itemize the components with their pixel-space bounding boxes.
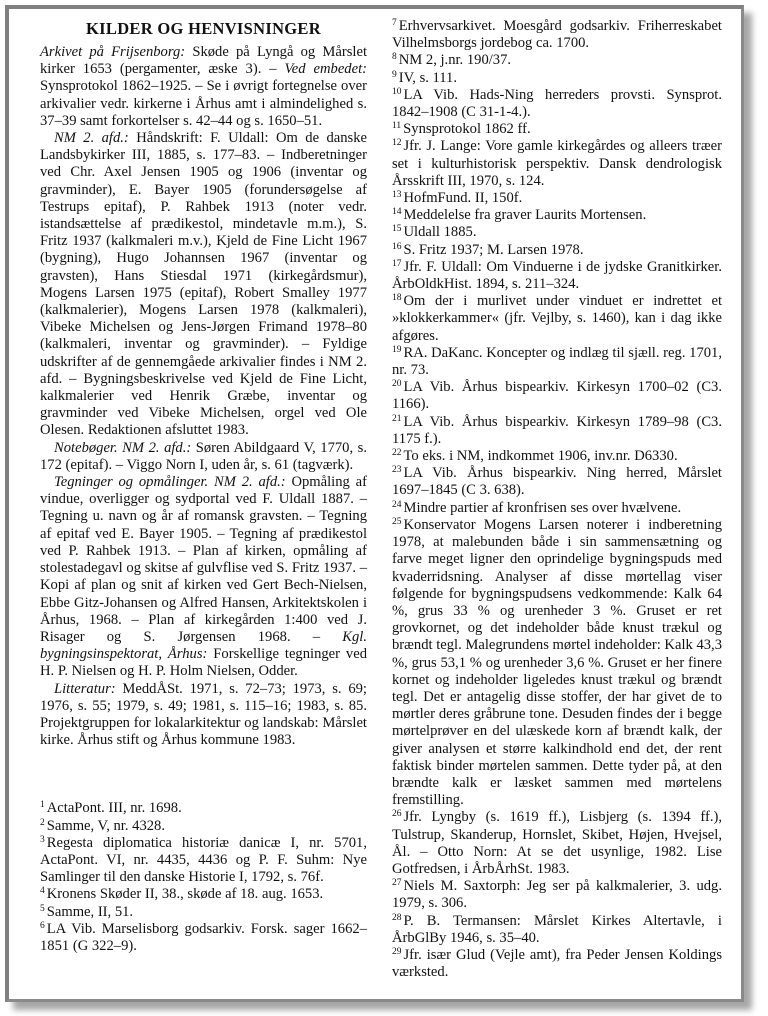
footnote-text: IV, s. 111.: [398, 69, 457, 86]
source-label: Arkivet på Frijsenborg:: [40, 44, 186, 60]
footnote-number: 4: [40, 886, 45, 897]
footnote-number: 23: [392, 465, 402, 476]
footnote-text: LA Vib. Hads-Ning herreders provsti. Synsprot. 1842–1908 (C 31-1-4.).: [392, 86, 722, 121]
footnote-number: 15: [392, 224, 402, 235]
footnote: [392, 18, 722, 52]
footnote-text: Mindre partier af kronfrisen ses over hvælvene.: [403, 499, 682, 516]
footnote-number: 18: [392, 293, 402, 304]
footnote: [392, 465, 722, 499]
footnote: [392, 52, 722, 69]
footnote-number: 28: [392, 912, 402, 923]
footnote-number: 12: [392, 138, 402, 149]
footnote-number: 17: [392, 258, 402, 269]
footnote-text: Meddelelse fra graver Laurits Mortensen.: [403, 207, 647, 224]
source-text: MeddÅSt. 1971, s. 72–73; 1973, s. 69; 1976, s. 55; 1979, s. 49; 1981, s. 115–16; 1983, s. 85. Projektgruppen for lokalarkitektur og landskab: Mårslet kirke. Århus stift og Århus kommune 1983.: [40, 680, 367, 749]
footnote-text: Synsprotokol 1862 ff.: [403, 121, 531, 138]
footnote-text: P. B. Termansen: Mårslet Kirkes Altertavle, i ÅrbGlBy 1946, s. 35–40.: [392, 912, 722, 946]
footnote: [392, 293, 722, 345]
footnote: [40, 800, 367, 817]
footnote-number: 1: [40, 800, 45, 811]
footnote-number: 5: [40, 903, 45, 914]
footnote: [392, 379, 722, 413]
footnote: [392, 500, 722, 517]
footnotes-left: [40, 800, 367, 955]
footnote-number: 24: [392, 499, 402, 510]
footnote-number: 14: [392, 207, 402, 218]
source-paragraph: [40, 440, 367, 474]
footnote: [392, 259, 722, 293]
footnote-number: 6: [40, 920, 45, 931]
footnote: [392, 947, 722, 981]
source-text: Søren Abildgaard V, 1770, s. 172 (epitaf). – Viggo Norn I, uden år, s. 61 (tagværk).: [40, 439, 367, 473]
footnote-number: 7: [392, 18, 397, 28]
source-label: Ved embedet:: [284, 61, 367, 78]
footnote: [392, 878, 722, 912]
footnote-separator: [40, 749, 367, 800]
footnote-text: Jfr. Lyngby (s. 1619 ff.), Lisbjerg (s. 1394 ff.), Tulstrup, Skanderup, Hornslet, Skibet, Højen, Hvejsel, Ål. – Otto Norn: At se det usynlige, 1982. Lise Gotfredsen, i ÅrbÅrhSt. 1983.: [392, 809, 722, 877]
footnote-number: 13: [392, 190, 402, 201]
footnote-number: 3: [40, 834, 45, 845]
footnote-number: 22: [392, 448, 402, 459]
footnote-text: Niels M. Saxtorph: Jeg ser på kalkmalerier, 3. udg. 1979, s. 306.: [392, 878, 722, 912]
source-text: Synsprotokol 1862–1925. – Se i øvrigt fortegnelse over arkivalier vedr. kirkerne i Århus amt i almindelighed s. 37–39 samt forkortelser s. 42–44 og s. 1650–51.: [40, 78, 367, 129]
source-text: Håndskrift: F. Uldall: Om de danske Landsbykirker III, 1885, s. 177–83. – Indberetninger ved Chr. Axel Jensen 1905 og 1906 (inventar og gravminder), E. Bayer 1905 (forundersøgelse af Testrups epitaf), P. Rahbek 1913 (noter vedr. istandsættelse af prædikestol, mindetavle m.m.), S. Fritz 1937 (kalkmaleri m.v.), Kjeld de Fine Licht 1967 (bygning), Hugo Johannsen 1967 (inventar og gravsten), Hans Stiesdal 1971 (kirkegårdsmur), Mogens Larsen 1975 (epitaf), Robert Smalley 1977 (kalkmalerier), Mogens Larsen 1978 (kalkmaleri), Vibeke Michelsen og Jens-Jørgen Frimand 1978–80 (kalkmaleri, inventar og gravminder). – Fyldige udskrifter af de gennemgåede arkivalier findes i NM 2. afd. – Bygningsbeskrivelse ved Kjeld de Fine Licht, kalkmalerier ved Henrik Græbe, inventar og gravminder ved Vibeke Michelsen, orgel ved Ole Olesen. Redaktionen afsluttet 1983.: [40, 130, 367, 439]
footnote-text: LA Vib. Århus bispearkiv. Kirkesyn 1700–02 (C3. 1166).: [392, 379, 722, 413]
footnote-text: HofmFund. II, 150f.: [403, 190, 523, 207]
footnote-number: 19: [392, 344, 402, 355]
footnote: [40, 886, 367, 903]
footnote: [40, 818, 367, 835]
footnote-number: 10: [392, 86, 402, 97]
footnote-text: LA Vib. Århus bispearkiv. Ning herred, Mårslet 1697–1845 (C 3. 638).: [392, 465, 722, 499]
footnote: [392, 70, 722, 87]
footnote-text: Konservator Mogens Larsen noterer i indberetning 1978, at malebunden både i sin sammensætning og farve meget ligner den oprindelige bygningspuds med kvaderridsning. Analyser af disse mørtellag viser følgende for bygningspudsens vedkommende: Kalk 64 %, grus 33 % og urenheder 3 %. Gruset er ret grovkornet, og det indeholder både knust trækul og brændt tegl. Malegrundens mørtel indeholder: Kalk 43,3 %, grus 53,1 % og urenheder 3,6 %. Gruset er her finere kornet og indeholder ligeledes knust trækul og brændt tegl. Det er antagelig disse stoffer, der har givet de to mørtler deres gråbrune tone. Desuden findes der i begge mørtelprøver en del ulæskede korn af brændt kalk, der giver analysen et større kalkindhold end det, der rent faktisk binder mørtelen sammen. Dette tyder på, at den brændte kalk er læsket sammen med mørtelens fremstilling.: [392, 516, 722, 809]
sources-list: [40, 44, 367, 749]
footnote: [40, 904, 367, 921]
page-frame: [5, 5, 744, 1002]
footnote: [392, 190, 722, 207]
footnote-number: 9: [392, 69, 397, 80]
footnote: [392, 414, 722, 448]
footnote-text: Kronens Skøder II, 38., skøde af 18. aug. 1653.: [46, 886, 324, 903]
footnote-text: Samme, II, 51.: [46, 903, 134, 920]
footnotes-right: [392, 18, 722, 981]
footnote: [392, 87, 722, 121]
source-text: Opmåling af vindue, overligger og sydportal ved F. Uldall 1887. – Tegning u. navn og år af romansk gravsten. – Tegning af epitaf ved E. Bayer 1905. – Tegning af prædikestol ved P. Rahbek 1913. – Plan af kirken, opmåling af stolestadegavl og skitse af gulvflise ved S. Fritz 1937. – Kopi af plan og snit af kirken ved Gert Bech-Nielsen, Ebbe Gitz-Johansen og Alfred Hansen, Arkitektskolen i Århus, 1968. – Plan af kirkegården 1:400 ved J. Risager og S. Jørgensen 1968. –: [40, 474, 367, 645]
footnote-text: RA. DaKanc. Koncepter og indlæg til sjæll. reg. 1701, nr. 73.: [392, 344, 722, 379]
footnote-number: 25: [392, 516, 402, 527]
footnote-text: LA Vib. Marselisborg godsarkiv. Forsk. sager 1662–1851 (G 322–9).: [40, 920, 367, 954]
footnote-text: Erhvervsarkivet. Moesgård godsarkiv. Friherreskabet Vilhelmsborgs jordebog ca. 1700.: [392, 18, 722, 52]
footnote-text: LA Vib. Århus bispearkiv. Kirkesyn 1789–98 (C3. 1175 f.).: [392, 413, 722, 447]
footnote: [40, 835, 367, 887]
source-label: Kgl. bygningsinspektorat, Århus:: [40, 628, 367, 663]
footnote-text: Regesta diplomatica historiæ danicæ I, nr. 5701, ActaPont. VI, nr. 4435, 4436 og P. F. Suhm: Nye Samlinger til den danske Historie I, 1792, s. 76f.: [40, 834, 367, 886]
footnote-text: Jfr. F. Uldall: Om Vinduerne i de jydske Granitkirker. ÅrbOldkHist. 1894, s. 211–324.: [392, 258, 722, 293]
footnote-number: 11: [392, 121, 402, 132]
footnote: [40, 921, 367, 955]
footnote: [392, 138, 722, 190]
source-paragraph: [40, 44, 367, 130]
footnote-text: To eks. i NM, indkommet 1906, inv.nr. D6330.: [403, 448, 678, 465]
source-label: NM 2. afd.:: [54, 130, 129, 147]
footnote: [392, 242, 722, 259]
footnote-text: Jfr. J. Lange: Vore gamle kirkegårdes og alleers træer set i kulturhistorisk perspektiv. Dansk dendrologisk Årsskrift III, 1970, s. 124.: [392, 138, 722, 189]
footnote-text: ActaPont. III, nr. 1698.: [46, 800, 182, 817]
footnote: [392, 345, 722, 379]
right-column: [392, 18, 722, 981]
footnote: [392, 121, 722, 138]
footnote-number: 2: [40, 817, 45, 828]
left-column: [40, 18, 367, 955]
footnote-number: 16: [392, 241, 402, 252]
footnote-number: 29: [392, 946, 402, 957]
footnote-text: Uldall 1885.: [403, 224, 477, 241]
source-label: Tegninger og opmålinger. NM 2. afd.:: [54, 474, 286, 491]
source-paragraph: [40, 130, 367, 440]
section-heading: KILDER OG HENVISNINGER: [86, 19, 321, 38]
footnote-number: 20: [392, 379, 402, 390]
footnote: [392, 207, 722, 224]
footnote: [392, 809, 722, 878]
footnote: [392, 517, 722, 809]
source-text: Skøde på Lyngå og Mårslet kirker 1653 (pergamenter, æske 3). –: [40, 44, 367, 78]
footnote-number: 26: [392, 809, 402, 820]
footnote: [392, 224, 722, 241]
source-text: Forskellige tegninger ved H. P. Nielsen og H. P. Holm Nielsen, Odder.: [40, 646, 367, 680]
source-label: Litteratur:: [54, 680, 116, 697]
footnote-number: 8: [392, 52, 397, 63]
footnote: [392, 913, 722, 947]
footnote-text: S. Fritz 1937; M. Larsen 1978.: [403, 241, 584, 258]
footnote-text: Samme, V, nr. 4328.: [46, 817, 165, 834]
source-paragraph: [40, 474, 367, 680]
footnote-number: 27: [392, 878, 402, 889]
footnote-text: Om der i murlivet under vinduet er indrettet et »klokkerkammer« (jfr. Vejlby, s. 1460), kan i dag ikke afgøres.: [392, 293, 722, 344]
source-paragraph: [40, 681, 367, 750]
source-label: Notebøger. NM 2. afd.:: [54, 439, 192, 456]
footnote-number: 21: [392, 413, 402, 424]
footnote-text: NM 2, j.nr. 190/37.: [398, 52, 512, 69]
footnote: [392, 448, 722, 465]
footnote-text: Jfr. især Glud (Vejle amt), fra Peder Jensen Koldings værksted.: [392, 946, 722, 981]
